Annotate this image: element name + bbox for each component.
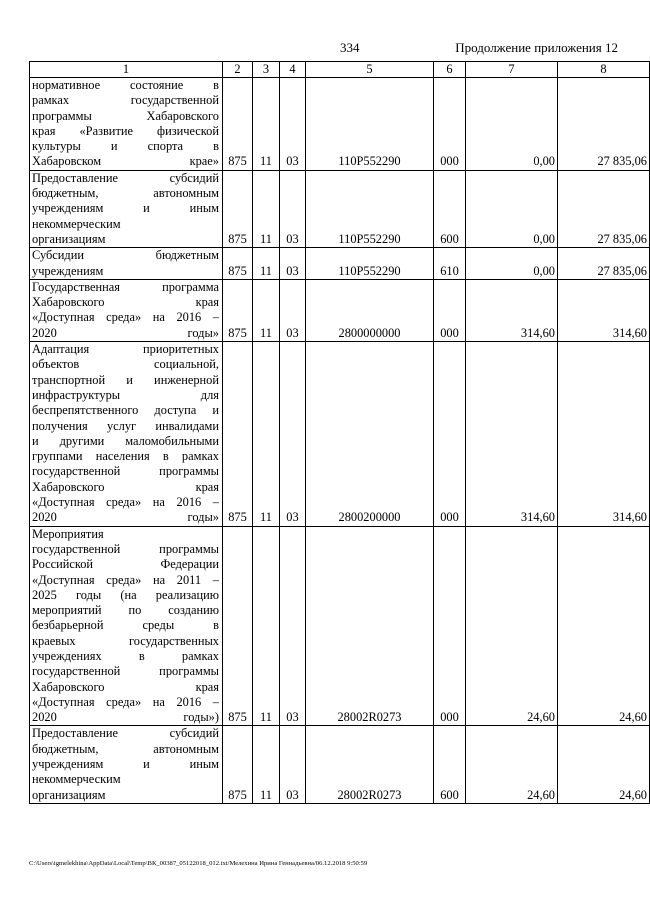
target-article-code: 110P552290: [306, 170, 434, 247]
target-article-code: 28002R0273: [306, 526, 434, 726]
description-line: государственной программы: [32, 541, 219, 556]
table-row: [30, 78, 650, 171]
description-line: 2020 годы»): [32, 710, 219, 725]
target-article-code: 2800000000: [306, 279, 434, 341]
target-article-code: 110P552290: [306, 78, 434, 171]
column-header: 5: [306, 62, 434, 78]
row-description: [30, 170, 223, 247]
description-line: Российской Федерации: [32, 557, 219, 572]
description-line: учреждениях в рамках: [32, 648, 219, 663]
section-code: 11: [253, 342, 280, 527]
description-line: объектов социальной,: [32, 357, 219, 372]
description-line: безбарьерной среды в: [32, 618, 219, 633]
subsection-code: 03: [280, 726, 306, 803]
amount-total: 27 835,06: [558, 78, 650, 171]
row-description: [30, 342, 223, 527]
column-header: 1: [30, 62, 223, 78]
description-line: бюджетным, автономным: [32, 186, 219, 201]
row-description: [30, 248, 223, 280]
column-header: 3: [253, 62, 280, 78]
description-line: Адаптация приоритетных: [32, 342, 219, 357]
description-line: «Доступная среда» на 2016 –: [32, 495, 219, 510]
expense-type-code: 600: [434, 170, 466, 247]
department-code: 875: [223, 78, 253, 171]
description-line: некоммерческим: [32, 216, 121, 231]
description-line: «Доступная среда» на 2011 –: [32, 572, 219, 587]
description-line: учреждениям: [32, 263, 104, 278]
subsection-code: 03: [280, 78, 306, 171]
file-path-footer: C:\Users\igmelekhina\AppData\Local\Temp\ВК_00387_05122018_012.txt/Мелехина Ирина Геннадьевна/06.12.2018 9:50:59: [29, 860, 368, 867]
department-code: 875: [223, 248, 253, 280]
expense-type-code: 600: [434, 726, 466, 803]
description-line: учреждениям и иным: [32, 757, 219, 772]
description-line: Хабаровского края: [32, 679, 219, 694]
expense-type-code: 610: [434, 248, 466, 280]
column-header: 8: [558, 62, 650, 78]
description-line: группами населения в рамках: [32, 449, 219, 464]
subsection-code: 03: [280, 526, 306, 726]
description-line: инфраструктуры для: [32, 387, 219, 402]
budget-table: [29, 61, 650, 804]
description-line: некоммерческим: [32, 772, 121, 787]
subsection-code: 03: [280, 248, 306, 280]
section-code: 11: [253, 170, 280, 247]
description-line: 2025 годы (на реализацию: [32, 587, 219, 602]
description-line: государственной программы: [32, 464, 219, 479]
table-row: [30, 342, 650, 527]
description-line: программы Хабаровского: [32, 108, 219, 123]
amount-value: 0,00: [466, 248, 558, 280]
page-number: 334: [340, 40, 360, 55]
description-line: 2020 годы»: [32, 510, 219, 525]
section-code: 11: [253, 279, 280, 341]
column-number-row: [30, 62, 650, 78]
description-line: бюджетным, автономным: [32, 741, 219, 756]
description-line: Хабаровского края: [32, 295, 219, 310]
description-line: нормативное состояние в: [32, 78, 219, 92]
amount-value: 24,60: [466, 726, 558, 803]
target-article-code: 110P552290: [306, 248, 434, 280]
amount-value: 314,60: [466, 279, 558, 341]
table-row: [30, 279, 650, 341]
expense-type-code: 000: [434, 342, 466, 527]
row-description: [30, 279, 223, 341]
section-code: 11: [253, 526, 280, 726]
amount-total: 314,60: [558, 279, 650, 341]
description-line: Предоставление субсидий: [32, 170, 219, 185]
amount-total: 24,60: [558, 726, 650, 803]
amount-value: 0,00: [466, 78, 558, 171]
description-line: культуры и спорта в: [32, 139, 219, 154]
description-line: «Доступная среда» на 2016 –: [32, 310, 219, 325]
continuation-caption: Продолжение приложения 12: [455, 40, 618, 55]
column-header: 7: [466, 62, 558, 78]
expense-type-code: 000: [434, 279, 466, 341]
row-description: [30, 526, 223, 726]
subsection-code: 03: [280, 170, 306, 247]
table-row: [30, 248, 650, 280]
table-row: [30, 526, 650, 726]
subsection-code: 03: [280, 342, 306, 527]
section-code: 11: [253, 726, 280, 803]
amount-value: 0,00: [466, 170, 558, 247]
description-line: Хабаровском крае»: [32, 154, 219, 169]
description-line: Хабаровского края: [32, 479, 219, 494]
table-row: [30, 726, 650, 803]
department-code: 875: [223, 170, 253, 247]
section-code: 11: [253, 248, 280, 280]
amount-total: 24,60: [558, 526, 650, 726]
description-line: Предоставление субсидий: [32, 726, 219, 741]
description-line: получения услуг инвалидами: [32, 418, 219, 433]
department-code: 875: [223, 726, 253, 803]
description-line: Государственная программа: [32, 279, 219, 294]
description-line: Субсидии бюджетным: [32, 248, 219, 263]
row-description: [30, 78, 223, 171]
expense-type-code: 000: [434, 78, 466, 171]
description-line: и другими маломобильными: [32, 433, 219, 448]
department-code: 875: [223, 526, 253, 726]
description-line: 2020 годы»: [32, 325, 219, 340]
description-line: мероприятий по созданию: [32, 603, 219, 618]
target-article-code: 28002R0273: [306, 726, 434, 803]
description-line: «Доступная среда» на 2016 –: [32, 694, 219, 709]
amount-total: 314,60: [558, 342, 650, 527]
column-header: 4: [280, 62, 306, 78]
description-line: краевых государственных: [32, 633, 219, 648]
amount-value: 314,60: [466, 342, 558, 527]
column-header: 2: [223, 62, 253, 78]
subsection-code: 03: [280, 279, 306, 341]
column-header: 6: [434, 62, 466, 78]
description-line: беспрепятственного доступа и: [32, 403, 219, 418]
table-row: [30, 170, 650, 247]
department-code: 875: [223, 279, 253, 341]
section-code: 11: [253, 78, 280, 171]
row-description: [30, 726, 223, 803]
description-line: транспортной и инженерной: [32, 372, 219, 387]
description-line: организациям: [32, 787, 106, 802]
description-line: края «Развитие физической: [32, 123, 219, 138]
description-line: организациям: [32, 231, 106, 246]
amount-value: 24,60: [466, 526, 558, 726]
target-article-code: 2800200000: [306, 342, 434, 527]
department-code: 875: [223, 342, 253, 527]
description-line: Мероприятия: [32, 526, 104, 541]
description-line: государственной программы: [32, 664, 219, 679]
amount-total: 27 835,06: [558, 170, 650, 247]
amount-total: 27 835,06: [558, 248, 650, 280]
description-line: учреждениям и иным: [32, 201, 219, 216]
expense-type-code: 000: [434, 526, 466, 726]
description-line: рамках государственной: [32, 93, 219, 108]
